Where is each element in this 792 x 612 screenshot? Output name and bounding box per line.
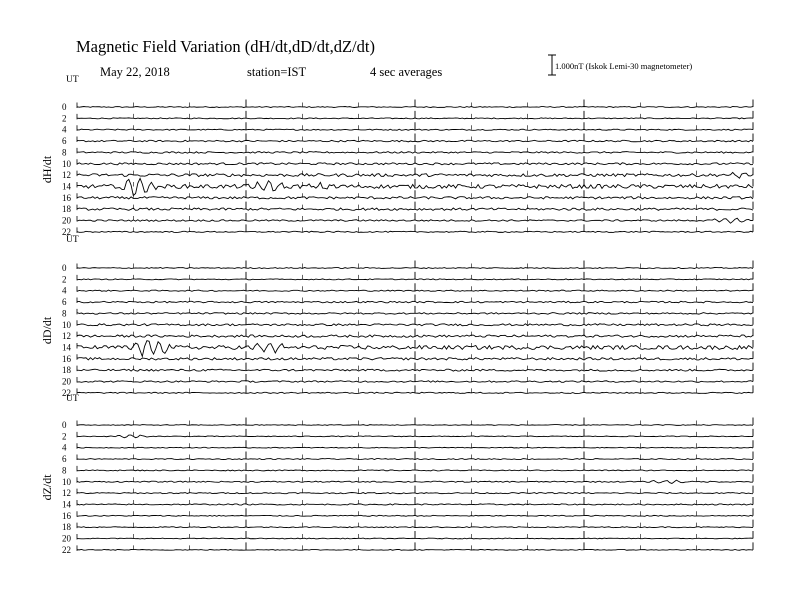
trace-row [62,329,753,342]
row-label: 16 [62,192,71,203]
trace-line [77,279,753,280]
row-label: 2 [62,431,67,442]
row-label: 22 [62,387,71,398]
row-label: 2 [62,274,67,285]
row-label: 14 [62,342,71,353]
row-label: 10 [62,476,71,487]
row-label: 10 [62,319,71,330]
trace-row [62,508,753,521]
trace-row [62,178,753,195]
row-label: 0 [62,102,67,112]
row-label: 18 [62,204,71,215]
row-label: 0 [62,263,67,273]
trace-row [62,283,753,296]
trace-row [62,224,753,237]
trace-line [77,231,753,232]
row-label: 14 [62,181,71,192]
row-label: 6 [62,297,67,308]
row-label: 20 [62,533,71,544]
trace-line [77,515,753,516]
chart-title: Magnetic Field Variation (dH/dt,dD/dt,dZ/dt) [76,37,375,56]
trace-row [62,418,753,431]
row-label: 6 [62,454,67,465]
trace-row [62,531,753,544]
trace-row [62,440,753,453]
trace-line [77,163,753,165]
row-label: 20 [62,215,71,226]
trace-line [77,549,753,550]
trace-row [62,486,753,499]
trace-row [62,542,753,555]
row-label: 16 [62,353,71,364]
trace-line [77,470,753,471]
trace-row [62,213,753,226]
trace-row [62,363,753,376]
panel-dd-dt [40,235,753,398]
panel-ylabel: dD/dt [40,316,54,345]
trace-row [62,385,753,398]
ut-axis-label: UT [66,75,79,85]
scale-bar [548,55,556,75]
row-label: 12 [62,170,71,181]
trace-row [62,111,753,124]
trace-line [77,447,753,448]
trace-row [62,452,753,465]
panel-ylabel: dZ/dt [40,474,54,501]
trace-row [62,306,753,319]
trace-row [62,295,753,308]
trace-line [77,107,753,108]
row-label: 10 [62,158,71,169]
trace-row [62,317,753,330]
trace-line [77,268,753,269]
row-label: 12 [62,331,71,342]
panel-ylabel: dH/dt [40,155,54,184]
trace-row [62,340,753,356]
row-label: 22 [62,226,71,237]
row-label: 4 [62,442,67,453]
averaging-label: 4 sec averages [370,65,443,79]
trace-row [62,100,753,113]
trace-row [62,474,753,487]
station-label: station=IST [247,65,307,79]
row-label: 8 [62,147,67,158]
trace-row [62,429,753,442]
row-label: 6 [62,136,67,147]
row-label: 8 [62,308,67,319]
trace-row [62,122,753,135]
trace-row [62,134,753,147]
row-label: 12 [62,488,71,499]
trace-row [62,156,753,169]
ut-axis-label: UT [66,235,79,245]
row-label: 0 [62,420,67,430]
trace-line [77,538,753,539]
panel-dz-dt [40,394,753,555]
row-label: 4 [62,124,67,135]
row-label: 18 [62,522,71,533]
row-label: 18 [62,365,71,376]
row-label: 14 [62,499,71,510]
trace-row [62,190,753,203]
trace-row [62,168,753,181]
trace-row [62,497,753,510]
row-label: 22 [62,544,71,555]
trace-row [62,374,753,387]
row-label: 2 [62,113,67,124]
panel-dh-dt [40,75,753,237]
trace-row [62,351,753,364]
trace-row [62,463,753,476]
date-label: May 22, 2018 [100,65,170,79]
row-label: 20 [62,376,71,387]
trace-line [77,425,753,426]
trace-row [62,272,753,285]
row-label: 8 [62,465,67,476]
scale-bar-label: 1.000nT (Iskok Lemi-30 magnetometer) [555,61,693,71]
trace-row [62,261,753,274]
trace-line [77,493,753,494]
ut-axis-label: UT [66,394,79,404]
row-label: 16 [62,510,71,521]
row-label: 4 [62,285,67,296]
trace-row [62,202,753,215]
trace-row [62,520,753,533]
trace-row [62,145,753,158]
trace-line [77,118,753,119]
